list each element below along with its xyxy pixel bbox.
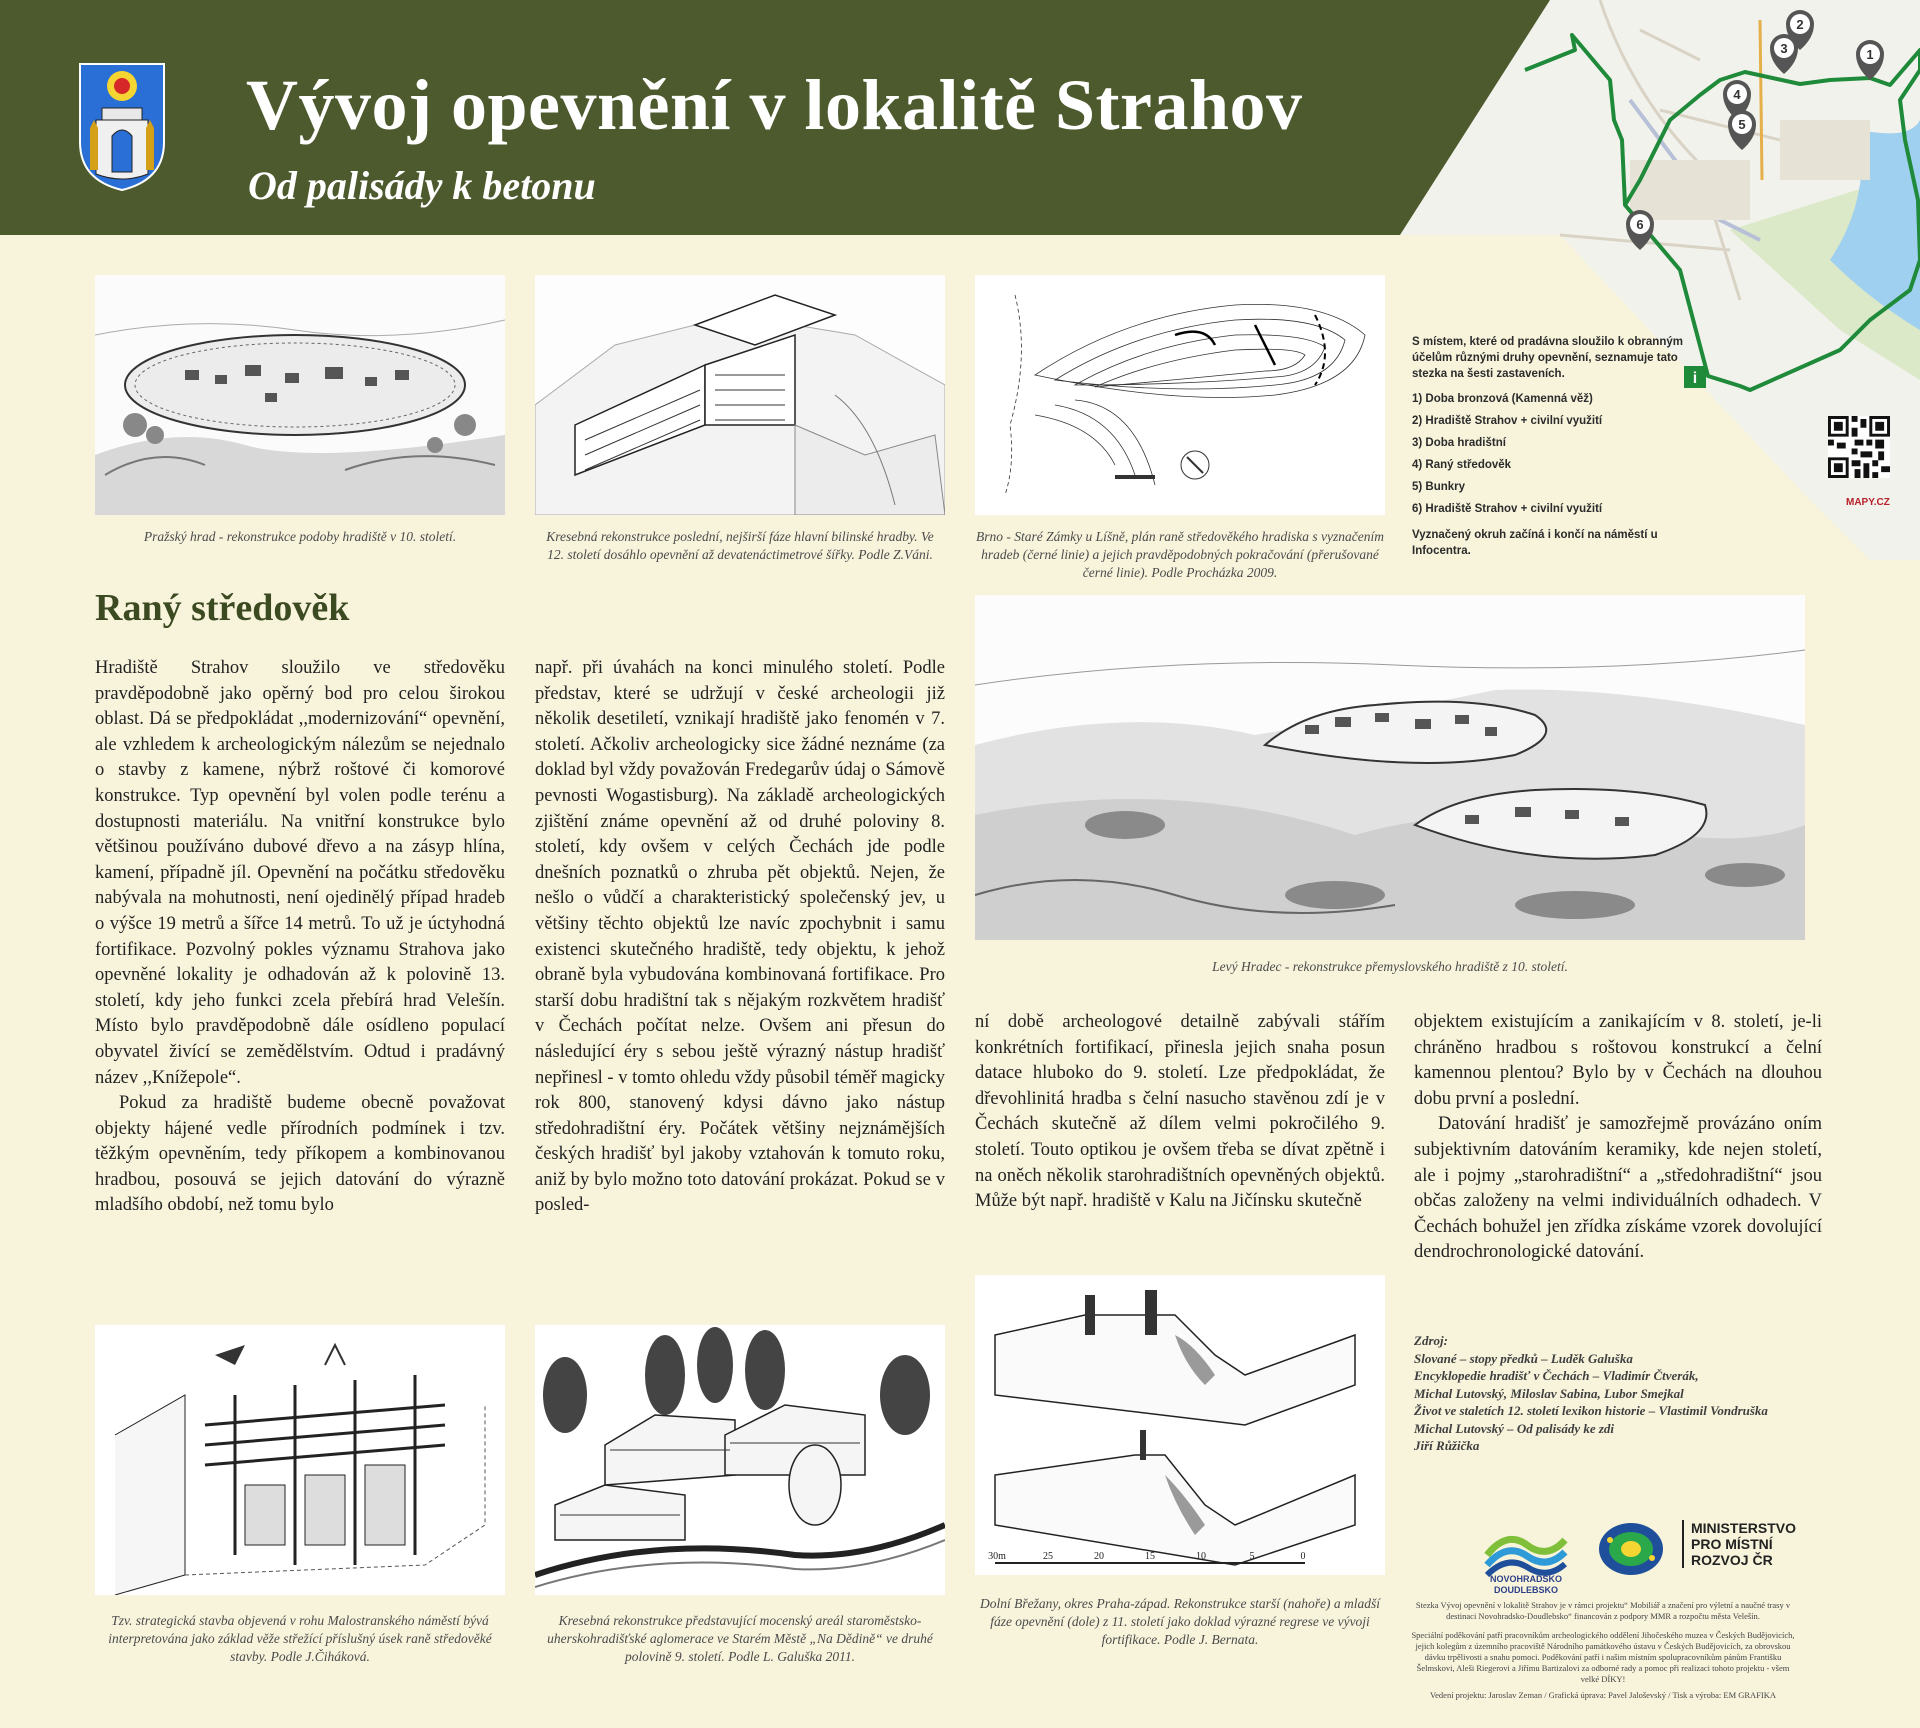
scale-label: 5 (1249, 1551, 1255, 1562)
logo-text-line: DOUDLEBSKO (1493, 1585, 1558, 1595)
figure-caption: Tzv. strategická stavba objevená v rohu Malostranského náměstí bývá interpretována jako základ věže střežící příslušný úsek raně středověké stavby. Podle J.Čiháková. (108, 1613, 492, 1664)
qr-code-icon[interactable] (1828, 416, 1890, 478)
paragraph: Hradiště Strahov sloužilo ve středověku pravděpodobně jako opěrný bod pro celou širokou oblast. Dá se předpokládat ,,modernizování“ opevnění, ale vzhledem k archeologickým nálezům se nejednalo o stavby z kamene, nýbrž roštové či komorové konstrukce. Typ opevnění byl volen podle terénu a dostupnosti materiálu. Na vnitřní konstrukce bylo většinou používáno dubové dřevo a na zásyp hlína, kamení, případně jíl. Opevnění na počátku středověku nabývala na mohutnosti, není ojedinělý případ hradeb o výšce 19 metrů a šířce 14 metrů. To už je úctyhodná fortifikace. Pozvolný pokles významu Strahova jako opevněné lokality je odhadován až k polovině 13. století, kdy jeho funkci zcela přebírá hrad Velešín. Místo bylo pravděpodobně dále osídleno populací obyvatel živící se zemědělstvím. Odtud i pradávný název ,,Knížepole“. (95, 658, 505, 1088)
sources-heading: Zdroj: (1414, 1333, 1448, 1348)
legend-note: Vyznačený okruh začíná i končí na náměstí u Infocentra. (1412, 529, 1658, 557)
source-item: Michal Lutovský – Od palisády ke zdi (1414, 1420, 1615, 1436)
legend-item: 5) Bunkry (1412, 481, 1466, 493)
svg-text:i: i (1692, 370, 1698, 387)
paragraph: Datování hradišť je samozřejmě provázáno oním subjektivním datováním keramiky, kde nejen století, ale i pojmy „starohradištní“ a „středohradištní“ jsou občas založeny na velmi individuálních odhadech. V Čechách bohužel jen zřídka získáme vzorek dovolující dendrochronologické datování. (1414, 1114, 1822, 1263)
source-item: Život ve staletích 12. století lexikon historie – Vlastimil Vondruška (1414, 1403, 1768, 1418)
legend-item: 2) Hradiště Strahov + civilní využití (1412, 415, 1603, 427)
source-item: Jiří Růžička (1414, 1438, 1480, 1453)
page-title: Vývoj opevnění v lokalitě Strahov (246, 65, 1303, 145)
timber-structure-icon (95, 1325, 505, 1595)
figure-caption: Levý Hradec - rekonstrukce přemyslovského hradiště z 10. století. (1212, 959, 1568, 974)
paragraph: např. při úvahách na konci minulého století. Podle představ, které se udržují v české archeologii již několik desetiletí, vznikají hradiště jako fenomén v 7. století. Ačkoliv archeologicky sice žádné neznáme (za doklad byl vždy považován Fredegarův údaj o Sámově pevnosti Wogastisburg). Na základě archeologických zjištění známe opevnění až od druhé poloviny 8. století, kdy ovšem v celých Čechách jde podle dnešních poznatků o zhruba pět objektů. Nejen, že nešlo o vůdčí a charakteristický společenský jev, u většiny těchto objektů lze navíc zpochybnit i samu existenci skutečného hradiště, tedy objektu, k jehož obraně byla vybudována kombinovaná fortifikace. Pro starší dobu hradištní tak s nějakým rozkvětem hradišť v Čechách počítat nelze. Ovšem ani přesun do následující éry s sebou ještě výrazný nástup hradišť nepřinesl - v tomto ohledu vždy působil téměř magicky rok 800, stanovený kdysi dávno jako nástup středohradištní éry. Počátek většiny nejznámějších českých hradišť byl jakoby vztahován k tomuto roku, aniž by bylo možno toto datování prokázat. Pokud se v posled- (535, 658, 945, 1216)
logo-text-line: PRO MÍSTNÍ (1691, 1536, 1773, 1552)
source-item: Michal Lutovský, Miloslav Sabina, Lubor Smejkal (1414, 1385, 1684, 1401)
figure-brno-plan (975, 275, 1385, 515)
mmr-logo-icon (1596, 1520, 1666, 1578)
text-column-3 (975, 1010, 1385, 1215)
scale-label: 25 (1043, 1551, 1053, 1562)
svg-text:6: 6 (1636, 217, 1644, 232)
sources-list (1414, 1332, 1768, 1455)
paragraph: objektem existujícím a zanikajícím v 8. století, je-li chráněno hradbou s roštovou konstrukcí a čelní kamennou plentou? Bylo by v Čechách na dlouhou dobu první a poslední. (1414, 1012, 1822, 1109)
figure-bilina-wall (535, 275, 945, 515)
section-heading: Raný středověk (95, 587, 350, 629)
scale-label: 15 (1145, 1551, 1155, 1562)
text-column-1 (95, 656, 505, 1219)
page-subtitle: Od palisády k betonu (248, 163, 596, 208)
logo-text-line: ROZVOJ ČR (1691, 1552, 1773, 1568)
legend-list (1412, 391, 1702, 517)
text-column-4 (1414, 1010, 1822, 1266)
logo-text-line: MINISTERSTVO (1691, 1520, 1797, 1536)
figure-levy-hradec (975, 595, 1805, 940)
legend-item: 4) Raný středověk (1412, 459, 1512, 471)
acknowledgements: Speciální poděkování patří pracovníkům archeologického oddělení Jihočeského muzea v Českých Budějovicích, jejich kolegům z územního pracoviště Národního památkového ústavu v Českých Budějovicích, za obrovskou dávku trpělivosti a snahu pomoci. Poděkování patří i našim místním spolupracovníkům pánům Františku Šelmskovi, Aleši Riegerovi a Jiřímu Bartizalovi za odborné rady a pomoc při realizaci tohoto projektu - všem velké DÍKY! (1411, 1630, 1795, 1684)
trail-legend (1412, 334, 1702, 571)
figure-caption: Kresebná rekonstrukce poslední, nejširší fáze hlavní bilinské hradby. Ve 12. století dosáhlo opevnění až devatenáctimetrové šířky. Podle Z.Váni. (546, 529, 934, 562)
paragraph: Pokud za hradiště budeme obecně považovat objekty hájené vedle přírodních podmínek i tzv. těžkým opevněním, tedy příkopem a kombinovanou hradbou, posouvá se jejich datování do výrazně mladšího období, než tomu bylo (95, 1093, 505, 1216)
svg-text:3: 3 (1780, 41, 1788, 56)
scale-label: 20 (1094, 1551, 1104, 1562)
svg-text:2: 2 (1796, 17, 1804, 32)
logo-text-line: NOVOHRADSKO (1489, 1574, 1562, 1584)
contour-plan-icon (975, 275, 1385, 515)
mmr-logo-text (1682, 1520, 1796, 1568)
text-column-2 (535, 656, 945, 1219)
figure-stare-mesto (535, 1325, 945, 1595)
scale-label: 0 (1300, 1551, 1306, 1562)
hillfort-drawing-icon (95, 275, 505, 515)
figure-caption: Pražský hrad - rekonstrukce podoby hradiště v 10. století. (143, 529, 457, 544)
legend-item: 1) Doba bronzová (Kamenná věž) (1412, 393, 1593, 405)
figure-caption: Brno - Staré Zámky u Líšně, plán raně středověkého hradiska s vyznačením hradeb (černé linie) a jejich pravděpodobných pokračování (přerušované černé linie). Podle Procházka 2009. (976, 529, 1384, 580)
mapy-cz-logo: MAPY.CZ (1846, 497, 1890, 508)
source-item: Slované – stopy předků – Luděk Galuška (1414, 1350, 1633, 1366)
svg-text:4: 4 (1733, 87, 1741, 102)
landscape-drawing-icon (975, 595, 1805, 940)
figure-malostranske-namesti (95, 1325, 505, 1595)
source-item: Encyklopedie hradišť v Čechách – Vladimír Čtverák, (1414, 1368, 1699, 1383)
settlement-drawing-icon (535, 1325, 945, 1595)
figure-prague-castle (95, 275, 505, 515)
svg-text:1: 1 (1866, 47, 1874, 62)
legend-intro: S místem, které od pradávna sloužilo k obranným účelům různými druhy opevnění, seznamuje tato stezka na šesti zastaveních. (1412, 336, 1683, 380)
rampart-drawing-icon (535, 275, 945, 515)
funding-note: Stezka Vývoj opevnění v lokalitě Strahov je v rámci projektu“ Mobiliář a značení pro výletní a naučné trasy v destinaci Novohradsko-Doudlebsko“ financován z podpory MMR a rozpočtu města Velešín. (1415, 1600, 1791, 1621)
figure-dolni-brezany (975, 1275, 1385, 1575)
scale-label: 30m (988, 1551, 1006, 1562)
legend-item: 6) Hradiště Strahov + civilní využití (1412, 503, 1603, 515)
town-crest-icon (78, 62, 166, 192)
novohradsko-logo-text (1472, 1574, 1580, 1596)
figure-caption: Dolní Břežany, okres Praha-západ. Rekonstrukce starší (nahoře) a mladší fáze opevnění (dole) z 11. století jako doklad výrazné regrese ve vývoji fortifikace. Podle J. Bernata. (980, 1596, 1380, 1647)
scale-label: 10 (1196, 1551, 1206, 1562)
svg-text:5: 5 (1738, 117, 1746, 132)
figure-caption: Kresebná rekonstrukce představující mocenský areál staroměstsko-uherskohradišťské aglomerace ve Starém Městě „Na Dědině“ ve druhé polovině 9. století. Podle L. Galuška 2011. (547, 1613, 933, 1664)
paragraph: ní době archeologové detailně zabývali stářím konkrétních fortifikací, přinesla jejich snaha posun datace hluboko do 9. století. Lze předpokládat, že dřevohlinitá hradba s čelní nasucho stavěnou zdí je v Čechách skutečně až dílem velmi pokročilého 9. století. Touto optikou je ovšem třeba se dívat zpětně i na oněch několik starohradištních opevněných objektů. Může být např. hradiště v Kalu na Jičínsku skutečně (975, 1012, 1385, 1212)
cross-section-drawing-icon (975, 1275, 1385, 1575)
credits: Vedení projektu: Jaroslav Zeman / Grafická úprava: Pavel Jaloševský / Tisk a výroba: EM GRAFIKA (1429, 1690, 1777, 1700)
legend-item: 3) Doba hradištní (1412, 437, 1506, 449)
